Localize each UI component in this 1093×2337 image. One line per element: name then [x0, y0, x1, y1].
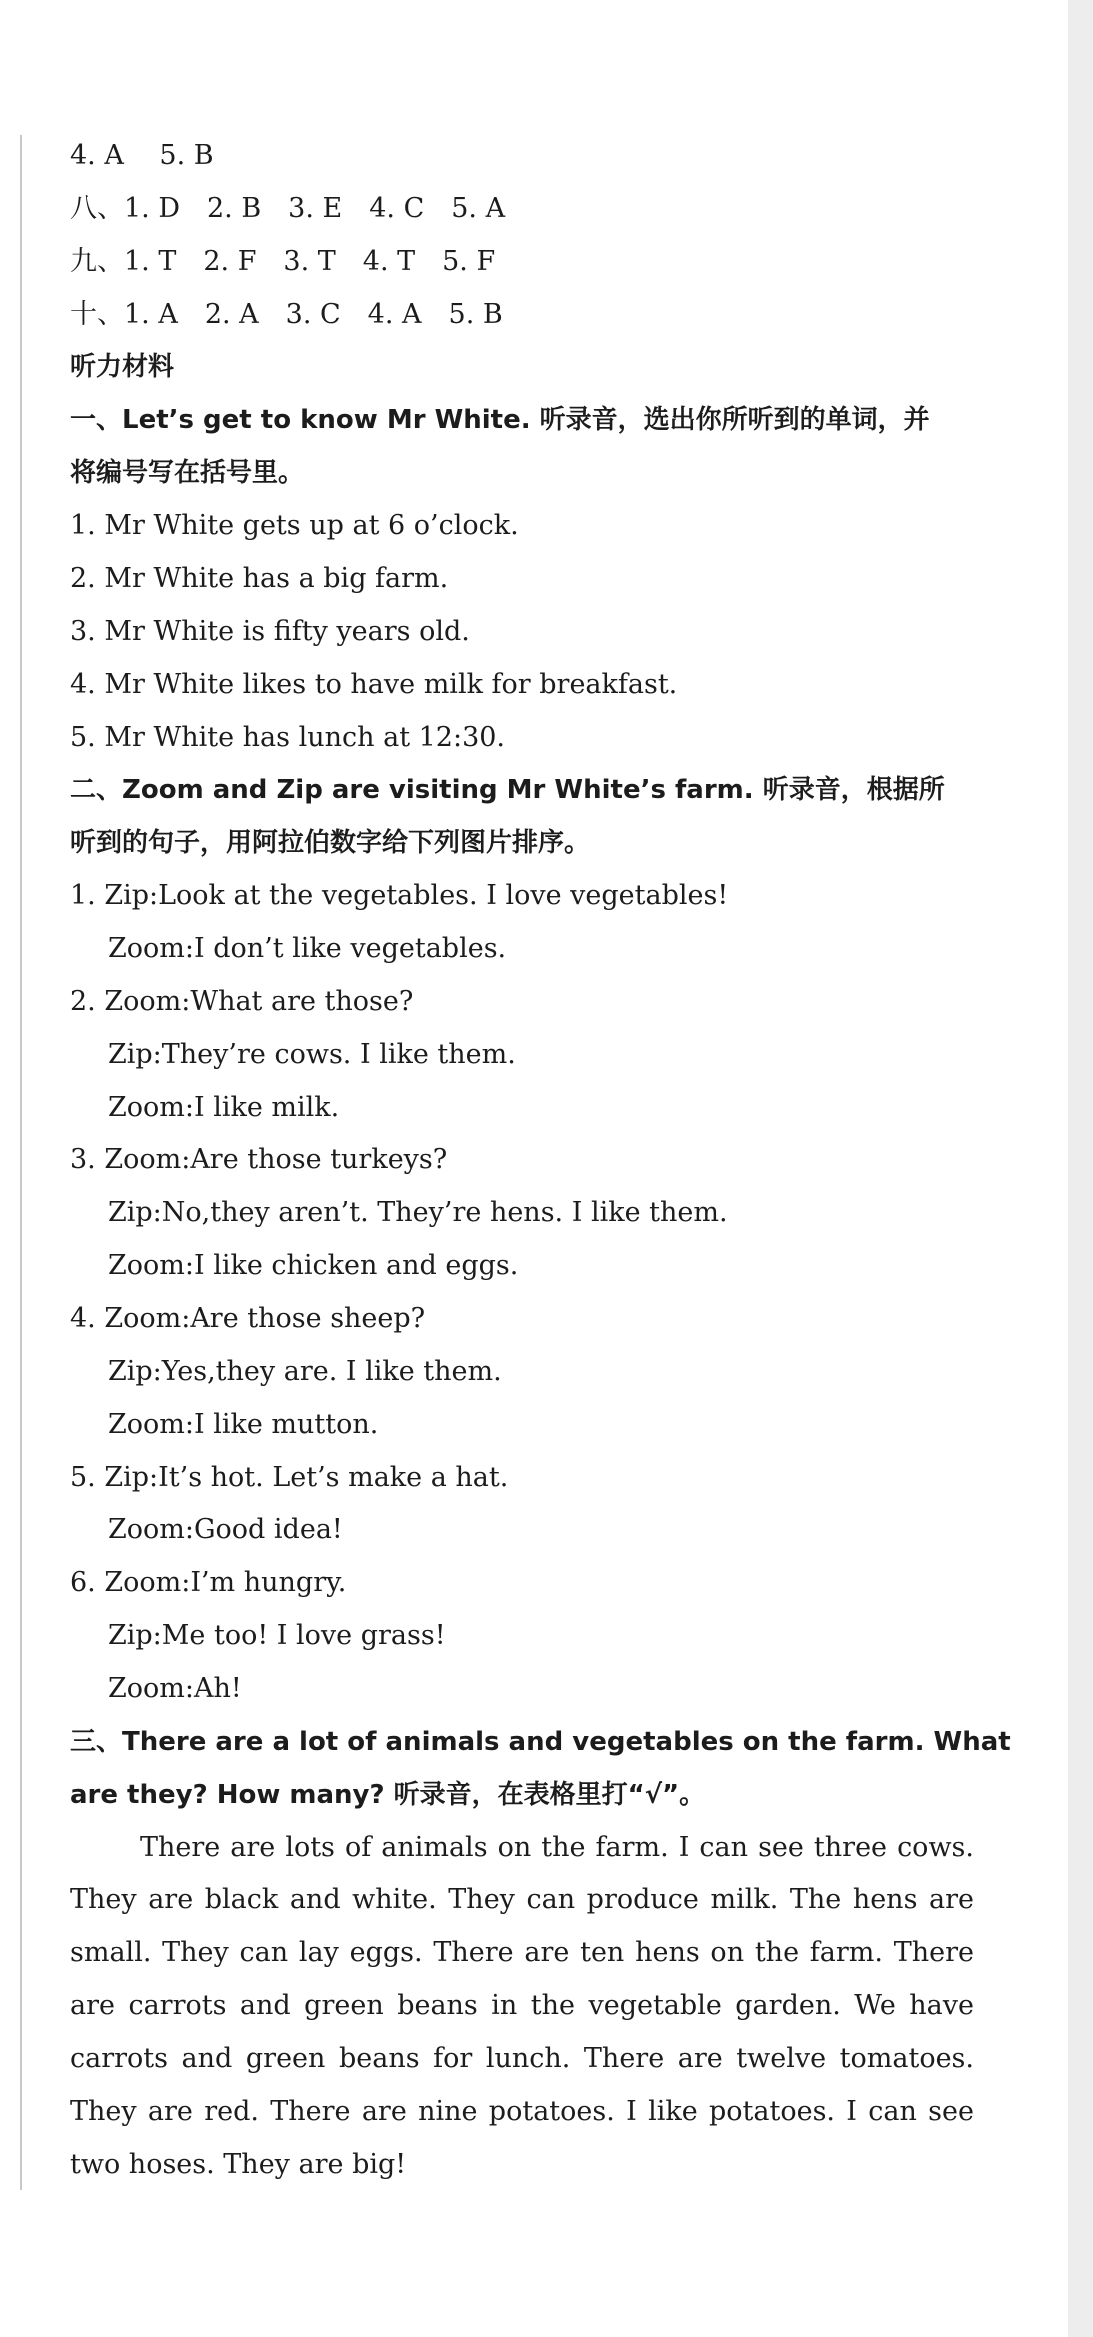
section-title: 听力材料 [70, 352, 175, 382]
answer-line: 九、1. T 2. F 3. T 4. T 5. F [70, 246, 496, 277]
answer-line: 4. A 5. B [70, 140, 214, 171]
dialogue-line: Zoom:I like chicken and eggs. [108, 1250, 519, 1281]
paragraph-line: They are red. There are nine potatoes. I like potatoes. I can see [70, 2096, 974, 2127]
part2-heading: 听到的句子，用阿拉伯数字给下列图片排序。 [70, 828, 591, 858]
dialogue-line: Zoom:Ah! [108, 1673, 242, 1704]
paragraph-line: are carrots and green beans in the vegetable garden. We have [70, 1990, 974, 2021]
part1-heading: 一、Let’s get to know Mr White. 听录音，选出你所听到的单词，并 [70, 405, 930, 435]
list-item: 5. Mr White has lunch at 12:30. [70, 722, 506, 753]
part3-heading: 三、There are a lot of animals and vegetables on the farm. What [70, 1727, 1011, 1757]
dialogue-line: 4. Zoom:Are those sheep? [70, 1303, 426, 1334]
dialogue-line: Zip:No,they aren’t. They’re hens. I like them. [108, 1197, 728, 1228]
dialogue-line: Zoom:I like mutton. [108, 1409, 379, 1440]
dialogue-line: Zip:Me too! I love grass! [108, 1620, 446, 1651]
answer-line: 八、1. D 2. B 3. E 4. C 5. A [70, 193, 506, 224]
paragraph-line: They are black and white. They can produce milk. The hens are [70, 1884, 974, 1915]
paragraph-line: carrots and green beans for lunch. There are twelve tomatoes. [70, 2043, 974, 2074]
dialogue-line: Zip:They’re cows. I like them. [108, 1039, 516, 1070]
paragraph-line: There are lots of animals on the farm. I can see three cows. [140, 1832, 974, 1863]
dialogue-line: 3. Zoom:Are those turkeys? [70, 1144, 448, 1175]
dialogue-line: Zoom:Good idea! [108, 1514, 343, 1545]
part2-heading: 二、Zoom and Zip are visiting Mr White’s farm. 听录音，根据所 [70, 775, 945, 805]
list-item: 4. Mr White likes to have milk for breakfast. [70, 669, 678, 700]
paragraph-line: two hoses. They are big! [70, 2149, 407, 2180]
dialogue-line: Zoom:I like milk. [108, 1092, 340, 1123]
list-item: 1. Mr White gets up at 6 o’clock. [70, 510, 519, 541]
dialogue-line: Zoom:I don’t like vegetables. [108, 933, 507, 964]
part1-heading: 将编号写在括号里。 [70, 458, 305, 488]
paragraph-line: small. They can lay eggs. There are ten hens on the farm. There [70, 1937, 974, 1968]
dialogue-line: 6. Zoom:I’m hungry. [70, 1567, 347, 1598]
list-item: 3. Mr White is fifty years old. [70, 616, 470, 647]
dialogue-line: Zip:Yes,they are. I like them. [108, 1356, 502, 1387]
dialogue-line: 1. Zip:Look at the vegetables. I love vegetables! [70, 880, 729, 911]
part3-heading: are they? How many? 听录音，在表格里打“√”。 [70, 1780, 706, 1810]
dialogue-line: 5. Zip:It’s hot. Let’s make a hat. [70, 1462, 509, 1493]
list-item: 2. Mr White has a big farm. [70, 563, 449, 594]
answer-line: 十、1. A 2. A 3. C 4. A 5. B [70, 299, 503, 330]
dialogue-line: 2. Zoom:What are those? [70, 986, 414, 1017]
margin-rule [20, 135, 22, 2190]
page-edge-shadow [1068, 0, 1093, 2337]
